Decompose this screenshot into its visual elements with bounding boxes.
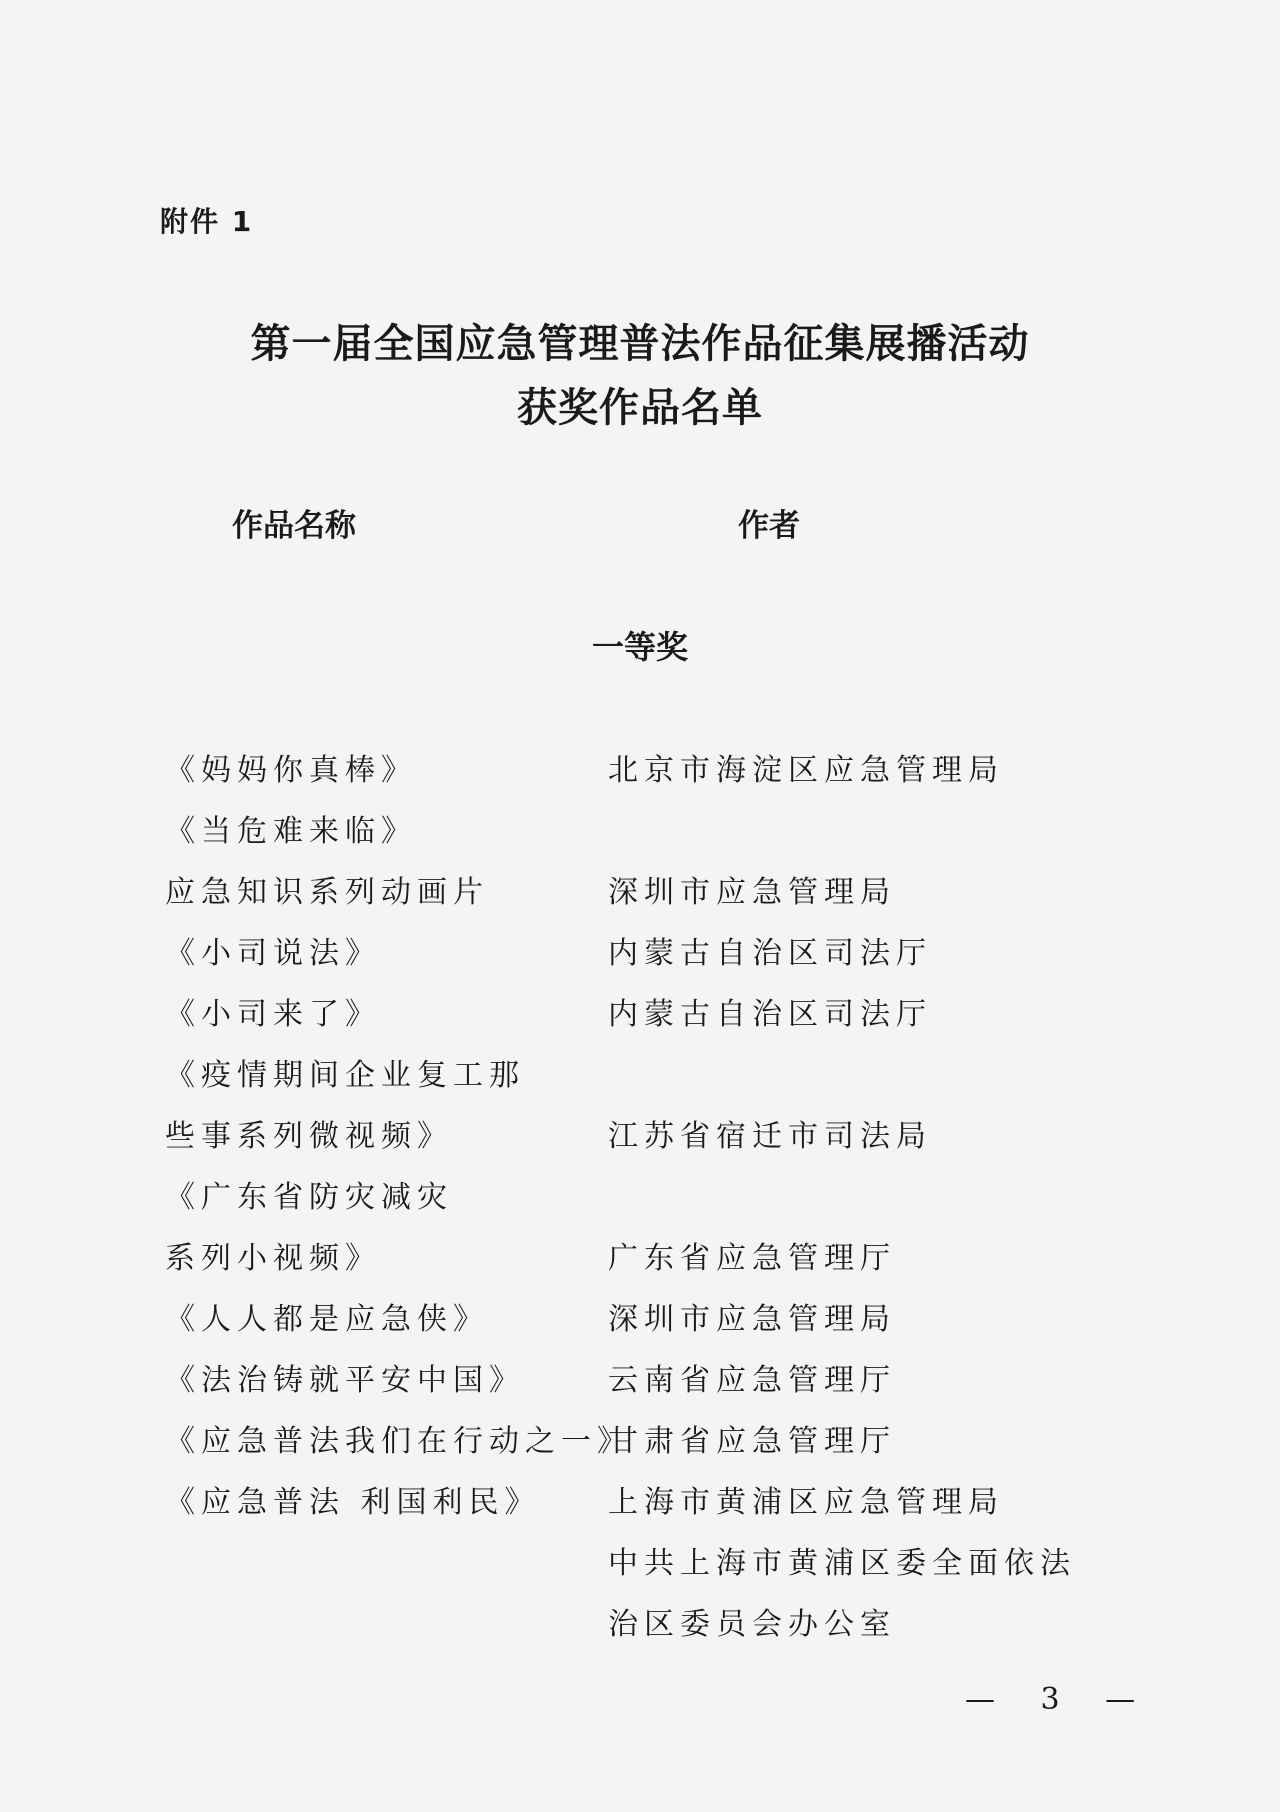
author-name: 上海市黄浦区应急管理局	[608, 1485, 1004, 1520]
work-title: 《小司说法》	[165, 936, 381, 971]
author-name: 中共上海市黄浦区委全面依法	[608, 1546, 1076, 1581]
list-row	[0, 1416, 1280, 1477]
list-row	[0, 867, 1280, 928]
work-title: 《法治铸就平安中国》	[165, 1363, 525, 1398]
author-name: 内蒙古自治区司法厅	[608, 997, 932, 1032]
work-title: 些事系列微视频》	[165, 1119, 453, 1154]
column-header-author: 作者	[738, 508, 800, 544]
list-row	[0, 1294, 1280, 1355]
author-name: 治区委员会办公室	[608, 1607, 896, 1642]
list-row	[0, 1111, 1280, 1172]
author-name: 内蒙古自治区司法厅	[608, 936, 932, 971]
work-title: 《应急普法我们在行动之一》	[165, 1424, 633, 1459]
author-name: 广东省应急管理厅	[608, 1241, 896, 1276]
author-name: 深圳市应急管理局	[608, 875, 896, 910]
award-list	[0, 745, 1280, 1660]
author-name: 北京市海淀区应急管理局	[608, 753, 1004, 788]
work-title: 《广东省防灾减灾	[165, 1180, 453, 1215]
work-title: 《当危难来临》	[165, 814, 417, 849]
work-title: 应急知识系列动画片	[165, 875, 489, 910]
work-title: 《应急普法 利国利民》	[165, 1485, 541, 1520]
author-name: 甘肃省应急管理厅	[608, 1424, 896, 1459]
list-row	[0, 1233, 1280, 1294]
list-row	[0, 1477, 1280, 1538]
list-row	[0, 1050, 1280, 1111]
prize-level-heading: 一等奖	[592, 628, 689, 666]
list-row	[0, 806, 1280, 867]
list-row	[0, 1599, 1280, 1660]
list-row	[0, 928, 1280, 989]
list-row	[0, 1172, 1280, 1233]
work-title: 《小司来了》	[165, 997, 381, 1032]
list-row	[0, 1538, 1280, 1599]
attachment-label: 附件 1	[160, 205, 254, 238]
work-title: 系列小视频》	[165, 1241, 381, 1276]
author-name: 江苏省宿迁市司法局	[608, 1119, 932, 1154]
author-name: 云南省应急管理厅	[608, 1363, 896, 1398]
column-header-work: 作品名称	[232, 508, 356, 544]
author-name: 深圳市应急管理局	[608, 1302, 896, 1337]
page-number: — 3 —	[965, 1682, 1154, 1717]
list-row	[0, 745, 1280, 806]
title-line-2: 获奖作品名单	[517, 384, 763, 431]
work-title: 《妈妈你真棒》	[165, 753, 417, 788]
list-row	[0, 989, 1280, 1050]
work-title: 《疫情期间企业复工那	[165, 1058, 525, 1093]
work-title: 《人人都是应急侠》	[165, 1302, 489, 1337]
title-line-1: 第一届全国应急管理普法作品征集展播活动	[250, 320, 1030, 367]
list-row	[0, 1355, 1280, 1416]
